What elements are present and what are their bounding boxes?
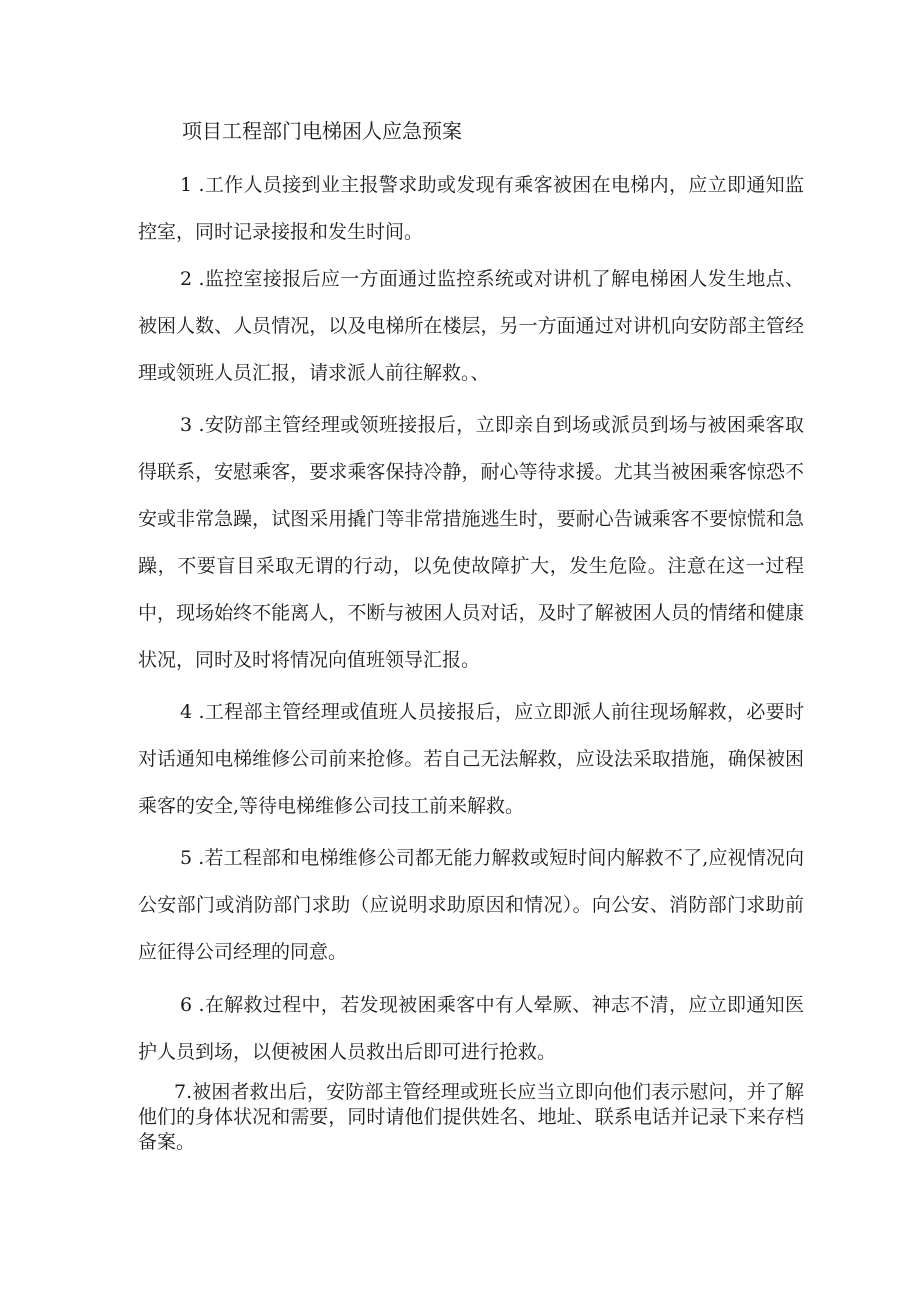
paragraph-1: 1 .工作人员接到业主报警求助或发现有乘客被困在电梯内，应立即通知监控室，同时记录接报和发生时间。 (138, 174, 804, 243)
document-title: 项目工程部门电梯困人应急预案 (182, 119, 462, 143)
paragraph-3: 3 .安防部主管经理或领班接报后，立即亲自到场或派员到场与被困乘客取得联系，安慰乘客，要求乘客保持冷静，耐心等待求援。尤其当被困乘客惊恐不安或非常急躁，试图采用撬门等非常措施逃生时，要耐心告诫乘客不要惊慌和急躁，不要盲目采取无谓的行动，以免使故障扩大，发生危险。注意在这一过程中，现场始终不能离人，不断与被困人员对话，及时了解被困人员的情绪和健康状况，同时及时将情况向值班领导汇报。 (138, 414, 804, 671)
paragraph-6: 6 .在解救过程中，若发现被困乘客中有人晕厥、神志不清，应立即通知医护人员到场，以便被困人员救出后即可进行抢救。 (138, 994, 804, 1063)
paragraph-7: 7.被困者救出后，安防部主管经理或班长应当立即向他们表示慰问，并了解他们的身体状况和需要，同时请他们提供姓名、地址、联系电话并记录下来存档备案。 (138, 1081, 804, 1153)
paragraph-2: 2 .监控室接报后应一方面通过监控系统或对讲机了解电梯困人发生地点、被困人数、人员情况，以及电梯所在楼层，另一方面通过对讲机向安防部主管经理或领班人员汇报，请求派人前往解救。、 (138, 268, 804, 384)
paragraph-5: 5 .若工程部和电梯维修公司都无能力解救或短时间内解救不了,应视情况向公安部门或消防部门求助（应说明求助原因和情况）。向公安、消防部门求助前应征得公司经理的同意。 (138, 847, 804, 963)
paragraph-4: 4 .工程部主管经理或值班人员接报后，应立即派人前往现场解救，必要时对话通知电梯维修公司前来抢修。若自己无法解救，应设法采取措施，确保被困乘客的安全,等待电梯维修公司技工前来解救。 (138, 701, 804, 817)
